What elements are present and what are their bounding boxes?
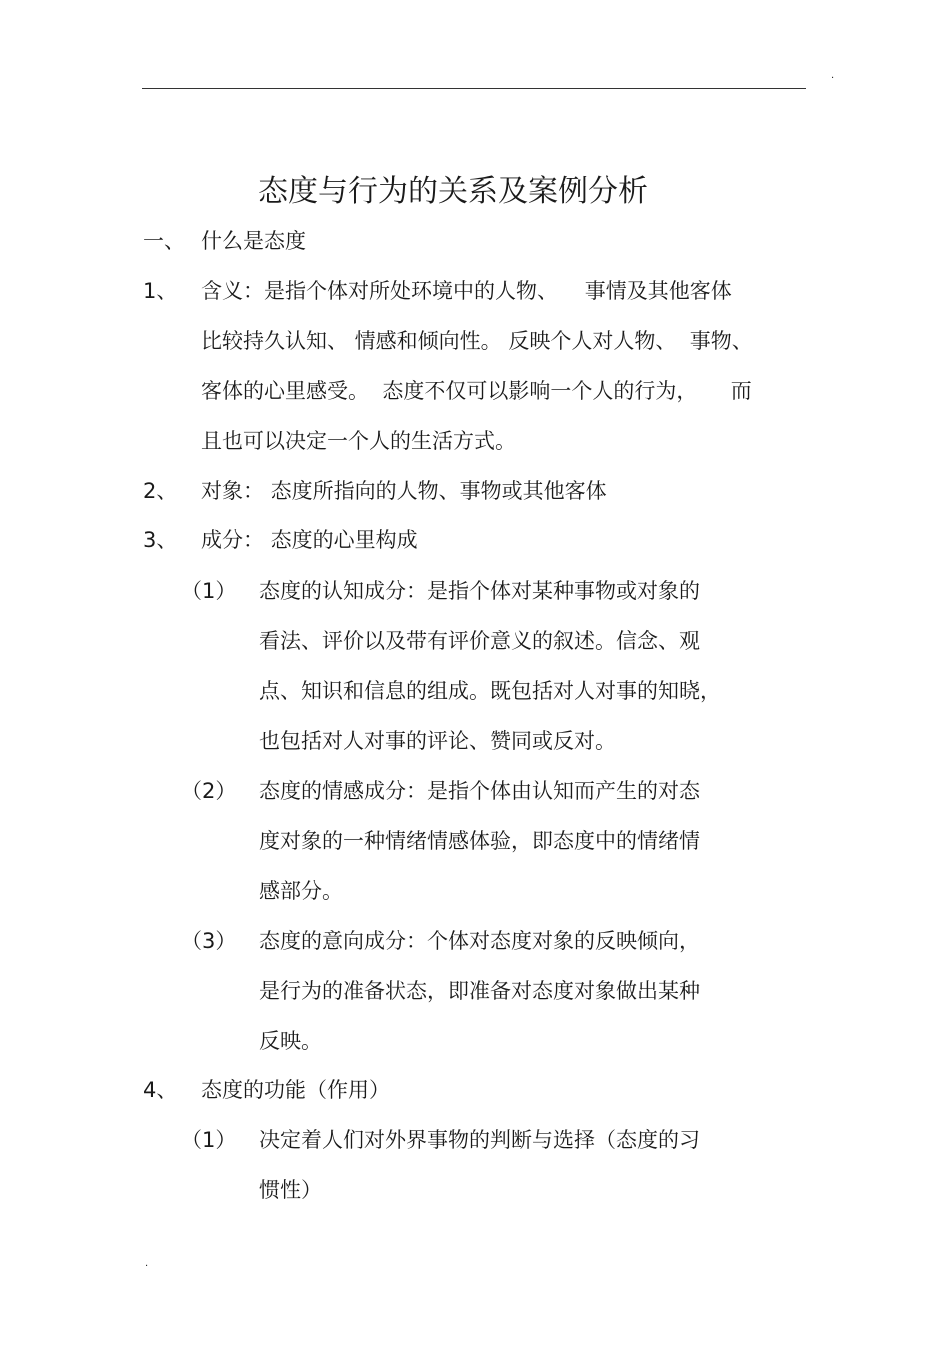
paragraph-line: 感部分。	[259, 879, 343, 903]
item-number: 2、	[143, 479, 178, 503]
paragraph-line: 态度的情感成分：是指个体由认知而产生的对态	[259, 779, 700, 803]
subitem-number: （1）	[181, 579, 237, 603]
section-heading: 什么是态度	[201, 229, 306, 253]
paragraph-line: 看法、评价以及带有评价意义的叙述。信念、观	[259, 629, 700, 653]
paragraph-line: 也包括对人对事的评论、赞同或反对。	[259, 729, 616, 753]
paragraph-line: 反映。	[259, 1029, 322, 1053]
item-number: 3、	[143, 528, 178, 552]
document-title: 态度与行为的关系及案例分析	[258, 174, 648, 209]
paragraph-line: 度对象的一种情绪情感体验，即态度中的情绪情	[259, 829, 700, 853]
header-dot: .	[831, 70, 835, 81]
item-number: 1、	[143, 279, 178, 303]
subitem-number: （3）	[181, 929, 237, 953]
paragraph-line: 且也可以决定一个人的生活方式。	[201, 429, 516, 453]
paragraph-line: 成分： 态度的心里构成	[201, 528, 418, 552]
paragraph-line: 决定着人们对外界事物的判断与选择（态度的习	[259, 1128, 700, 1152]
paragraph-line: 惯性）	[259, 1178, 322, 1202]
paragraph-line: 态度的认知成分：是指个体对某种事物或对象的	[259, 579, 700, 603]
item-number: 4、	[143, 1078, 178, 1102]
section-number: 一、	[143, 229, 185, 253]
paragraph-line: 是行为的准备状态，即准备对态度对象做出某种	[259, 979, 700, 1003]
paragraph-line: 态度的功能（作用）	[201, 1078, 390, 1102]
paragraph-line: 客体的心里感受。 态度不仅可以影响一个人的行为， 而	[201, 379, 752, 403]
paragraph-line: 含义：是指个体对所处环境中的人物、 事情及其他客体	[201, 279, 732, 303]
footer-dot: .	[145, 1258, 149, 1269]
paragraph-line: 比较持久认知、 情感和倾向性。 反映个人对人物、 事物、	[201, 329, 753, 353]
header-rule	[142, 88, 806, 89]
paragraph-line: 点、知识和信息的组成。既包括对人对事的知晓，	[259, 679, 721, 703]
subitem-number: （1）	[181, 1128, 237, 1152]
subitem-number: （2）	[181, 779, 237, 803]
paragraph-line: 态度的意向成分：个体对态度对象的反映倾向，	[259, 929, 700, 953]
paragraph-line: 对象： 态度所指向的人物、事物或其他客体	[201, 479, 607, 503]
